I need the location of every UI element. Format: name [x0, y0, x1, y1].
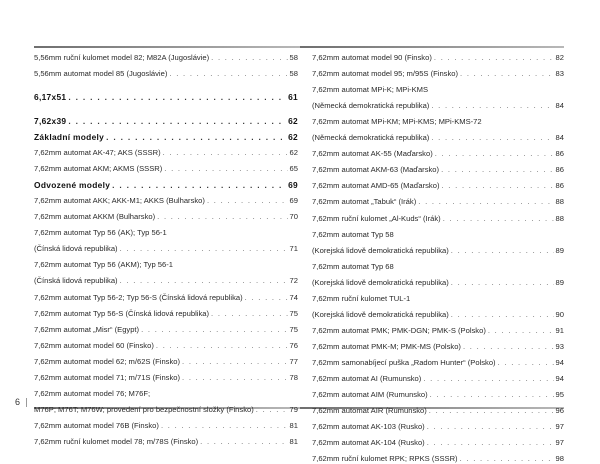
toc-entry-title: (Korejská lidově demokratická republika) — [312, 277, 449, 287]
toc-entry[interactable] — [312, 53, 564, 63]
toc-entry[interactable] — [34, 244, 298, 254]
toc-page-number: 94 — [555, 357, 564, 367]
page-number-divider — [26, 398, 27, 407]
toc-entry-title: (Korejská lidově demokratická republika) — [312, 309, 449, 319]
toc-entry-title: 7,62mm automat model 90 (Finsko) — [312, 53, 432, 62]
toc-entry[interactable] — [312, 149, 564, 159]
toc-entry-title: 7,62mm automat AK-104 (Rusko) — [312, 438, 425, 448]
toc-page-number: 58 — [289, 53, 298, 62]
dot-leader — [430, 390, 554, 400]
dot-leader — [427, 438, 554, 448]
toc-entry-title: 7,62mm automat AIM (Rumunsko) — [312, 390, 428, 400]
toc-entry[interactable] — [312, 406, 564, 416]
toc-page-number: 81 — [289, 436, 298, 446]
toc-entry[interactable] — [34, 341, 298, 351]
toc-entry[interactable] — [312, 214, 564, 224]
toc-entry-title: 7,62mm automat Typ 56 (AKM); Typ 56-1 — [34, 260, 174, 270]
toc-entry-title: 7,62mm automat MPi-K; MPi-KMS — [312, 85, 429, 95]
toc-heading[interactable] — [34, 116, 298, 126]
toc-entry-title: Odvozené modely — [34, 180, 111, 191]
toc-entry[interactable] — [34, 228, 298, 238]
toc-page-number: 62 — [288, 132, 298, 142]
dot-leader — [451, 246, 554, 256]
dot-leader — [460, 454, 554, 464]
dot-leader — [431, 101, 553, 111]
toc-page-number: 88 — [555, 213, 564, 223]
toc-page-number: 72 — [289, 276, 298, 286]
toc-entry-title: (Korejská lidově demokratická republika) — [312, 245, 449, 255]
toc-page-number: 58 — [289, 69, 298, 78]
toc-entry-title: 6,17x51 — [34, 92, 67, 102]
toc-entry[interactable] — [312, 117, 564, 127]
toc-entry-title: 7,62mm automat AKKM (Bulharsko) — [34, 212, 156, 222]
toc-entry-title: 7,62mm automat AKM-63 (Maďarsko) — [312, 165, 440, 175]
toc-entry[interactable] — [312, 197, 564, 207]
toc-entry[interactable] — [312, 85, 564, 95]
dot-leader — [423, 374, 553, 384]
toc-heading[interactable] — [34, 92, 298, 102]
dot-leader — [498, 358, 554, 368]
dot-leader — [245, 293, 288, 303]
toc-page-number: 62 — [288, 116, 298, 126]
toc-page-number: 84 — [555, 101, 564, 111]
toc-page-number: 65 — [289, 164, 298, 174]
toc-page-number: 70 — [289, 212, 298, 222]
toc-page-number: 86 — [555, 165, 564, 175]
dot-leader — [460, 69, 554, 79]
toc-entry[interactable] — [312, 262, 564, 272]
toc-page-number: 76 — [289, 340, 298, 350]
toc-page-number: 84 — [555, 133, 564, 143]
toc-entry-title: (Čínská lidová republika) — [34, 244, 118, 254]
dot-leader — [182, 373, 288, 383]
toc-page-number: 86 — [555, 149, 564, 159]
toc-entry-title: 7,62mm automat Typ 58 — [312, 229, 394, 239]
dot-leader — [182, 357, 288, 367]
toc-page-number: 98 — [555, 454, 564, 464]
dot-leader — [256, 405, 288, 415]
toc-entry-title: 7,62mm automat AK-47; AKS (SSSR) — [34, 148, 161, 158]
toc-entry-title: (Čínská lidová republika) — [34, 276, 118, 286]
toc-entry[interactable] — [34, 196, 298, 206]
dot-leader — [68, 92, 286, 102]
toc-entry[interactable] — [34, 69, 298, 79]
toc-entry[interactable] — [312, 294, 564, 304]
dot-leader — [120, 244, 288, 254]
toc-page-number: 61 — [288, 92, 298, 102]
toc-page-number: 74 — [289, 292, 298, 302]
toc-entry[interactable] — [312, 278, 564, 288]
toc-entry-title: 7,62mm ruční kulomet TUL-1 — [312, 293, 411, 303]
toc-right-column — [312, 0, 564, 464]
toc-page-number: 93 — [555, 341, 564, 351]
toc-entry-title: 7,62mm automat model 71; m/71S (Finsko) — [34, 372, 181, 382]
toc-entry-title: (Německá demokratická republika) — [312, 101, 430, 111]
toc-entry-title: 7,62mm samonabíjecí puška „Radom Hunter“ (Polsko) — [312, 357, 496, 367]
dot-leader — [451, 278, 554, 288]
toc-page-number: 95 — [555, 390, 564, 400]
toc-entry[interactable] — [34, 405, 298, 415]
toc-entry[interactable] — [312, 69, 564, 79]
toc-entry-title: 7,62mm automat AK-103 (Rusko) — [312, 422, 425, 432]
dot-leader — [418, 197, 553, 207]
dot-leader — [434, 53, 554, 63]
dot-leader — [157, 212, 287, 222]
toc-page-number: 75 — [289, 308, 298, 318]
toc-entry-title: 7,62mm automat Typ 56-S (Čínská lidová republika) — [34, 308, 210, 318]
dot-leader — [106, 132, 286, 142]
toc-entry[interactable] — [312, 133, 564, 143]
toc-heading[interactable] — [34, 180, 298, 190]
dot-leader — [429, 406, 554, 416]
dot-leader — [164, 164, 287, 174]
toc-entry[interactable] — [312, 390, 564, 400]
dot-leader — [427, 422, 554, 432]
toc-entry-title: 7,62mm automat model 62; m/62S (Finsko) — [34, 356, 181, 366]
toc-heading[interactable] — [34, 132, 298, 142]
dot-leader — [443, 214, 554, 224]
toc-entry-title: 7,62mm automat AKM; AKMS (SSSR) — [34, 164, 163, 174]
toc-entry[interactable] — [34, 260, 298, 270]
toc-entry-title: 7,62mm automat AKK; AKK-M1; AKKS (Bulharsko) — [34, 196, 205, 206]
toc-entry-title: 5,56mm automat model 85 (Jugoslávie) — [34, 69, 168, 78]
toc-entry[interactable] — [312, 342, 564, 352]
toc-entry-title: Základní modely — [34, 132, 105, 142]
toc-entry-title: 7,62mm automat Typ 68 — [312, 261, 394, 271]
toc-entry[interactable] — [312, 374, 564, 384]
toc-entry-title: 7,62mm automat PMK; PMK-DGN; PMK-S (Polsko) — [312, 325, 486, 335]
toc-entry[interactable] — [34, 276, 298, 286]
toc-entry[interactable] — [34, 357, 298, 367]
toc-page-number: 97 — [555, 438, 564, 448]
dot-leader — [163, 148, 288, 158]
toc-entry-title: 7,62mm automat „Misr“ (Egypt) — [34, 324, 140, 334]
toc-entry[interactable] — [312, 454, 564, 464]
toc-entry[interactable] — [34, 421, 298, 431]
toc-entry-title: 7,62mm automat „Tabuk“ (Irák) — [312, 197, 417, 207]
toc-page-number: 78 — [289, 372, 298, 382]
toc-entry[interactable] — [312, 438, 564, 448]
toc-page-number: 77 — [289, 356, 298, 366]
toc-entry-title: 7,62mm automat AI (Rumunsko) — [312, 374, 422, 383]
toc-entry[interactable] — [312, 422, 564, 432]
toc-page-number: 94 — [555, 374, 564, 383]
toc-page-number: 69 — [288, 180, 298, 191]
toc-entry-title: 7,62mm automat AK-55 (Maďarsko) — [312, 149, 433, 159]
toc-entry-title: 7,62mm automat model 95; m/95S (Finsko) — [312, 69, 459, 79]
toc-entry-title: 7,62mm automat Typ 56-2; Typ 56-S (Čínská lidová republika) — [34, 292, 243, 302]
dot-leader — [441, 165, 553, 175]
toc-page-number: 71 — [289, 244, 298, 254]
dot-leader — [156, 341, 288, 351]
dot-leader — [68, 116, 286, 126]
dot-leader — [211, 309, 288, 319]
toc-entry[interactable] — [312, 358, 564, 368]
toc-page-number: 75 — [289, 324, 298, 334]
toc-entry[interactable] — [312, 101, 564, 111]
toc-entry[interactable] — [34, 325, 298, 335]
toc-entry-title: 7,62mm automat model 60 (Finsko) — [34, 340, 154, 350]
toc-page-number: 62 — [289, 148, 298, 158]
toc-entry[interactable] — [312, 165, 564, 175]
toc-page-number: 88 — [555, 197, 564, 207]
toc-entry-title: 7,62mm ruční kulomet „Al-Kuds“ (Irák) — [312, 213, 441, 223]
toc-page-number: 96 — [555, 406, 564, 416]
toc-entry-title: 7,62mm automat Typ 56 (AK); Typ 56-1 — [34, 228, 167, 238]
toc-left-column — [34, 0, 298, 446]
toc-page-number: 86 — [555, 181, 564, 191]
dot-leader — [488, 326, 554, 336]
dot-leader — [141, 325, 287, 335]
toc-entry[interactable] — [34, 164, 298, 174]
toc-entry-title: 7,62mm automat model 76; M76F; — [34, 388, 151, 398]
toc-page-number: 89 — [555, 277, 564, 287]
toc-entry-title: M76P; M76T; M76W; provedení pro bezpečnostní složky (Finsko) — [34, 404, 254, 414]
toc-entry-title: 7,62mm automat MPi-KM; MPi-KMS; MPi-KMS-72 — [312, 117, 482, 127]
toc-entry-title: 5,56mm ruční kulomet model 82; M82A (Jugoslávie) — [34, 53, 210, 62]
dot-leader — [435, 149, 554, 159]
page-number: 6 — [15, 397, 21, 407]
toc-entry[interactable] — [34, 309, 298, 319]
toc-entry[interactable] — [34, 148, 298, 158]
toc-page-number: 89 — [555, 245, 564, 255]
dot-leader — [207, 196, 288, 206]
dot-leader — [451, 310, 554, 320]
dot-leader — [463, 342, 554, 352]
dot-leader — [441, 181, 553, 191]
toc-entry[interactable] — [312, 230, 564, 240]
toc-entry[interactable] — [312, 181, 564, 191]
toc-entry[interactable] — [34, 389, 298, 399]
toc-page-number: 69 — [289, 196, 298, 206]
toc-entry[interactable] — [34, 373, 298, 383]
toc-entry-title: 7,62mm automat model 76B (Finsko) — [34, 420, 159, 430]
toc-entry[interactable] — [34, 437, 298, 447]
toc-entry[interactable] — [34, 212, 298, 222]
toc-entry-title: 7,62mm automat AMD-65 (Maďarsko) — [312, 181, 440, 191]
toc-page-number: 79 — [289, 404, 298, 414]
toc-page-number: 91 — [555, 325, 564, 335]
toc-entry-title: 7,62x39 — [34, 116, 67, 126]
toc-entry-title: 7,62mm automat PMK-M; PMK-MS (Polsko) — [312, 341, 461, 351]
dot-leader — [169, 69, 287, 79]
toc-entry[interactable] — [34, 293, 298, 303]
dot-leader — [211, 53, 287, 63]
toc-entry-title: 7,62mm ruční kulomet RPK; RPKS (SSSR) — [312, 454, 458, 464]
toc-entry-title: (Německá demokratická republika) — [312, 133, 430, 143]
toc-page-number: 97 — [555, 422, 564, 432]
toc-entry[interactable] — [312, 246, 564, 256]
dot-leader — [431, 133, 553, 143]
toc-entry[interactable] — [312, 310, 564, 320]
toc-entry-title: 7,62mm ruční kulomet model 78; m/78S (Finsko) — [34, 436, 199, 446]
dot-leader — [161, 421, 288, 431]
toc-page-number: 81 — [289, 420, 298, 430]
toc-entry-title: 7,62mm automat AIR (Rumunsko) — [312, 406, 427, 416]
toc-page-number: 83 — [555, 69, 564, 79]
toc-entry[interactable] — [312, 326, 564, 336]
dot-leader — [200, 437, 287, 447]
toc-page-number: 90 — [555, 309, 564, 319]
dot-leader — [112, 180, 286, 190]
toc-page-number: 82 — [555, 53, 564, 62]
dot-leader — [120, 276, 288, 286]
toc-entry[interactable] — [34, 53, 298, 63]
